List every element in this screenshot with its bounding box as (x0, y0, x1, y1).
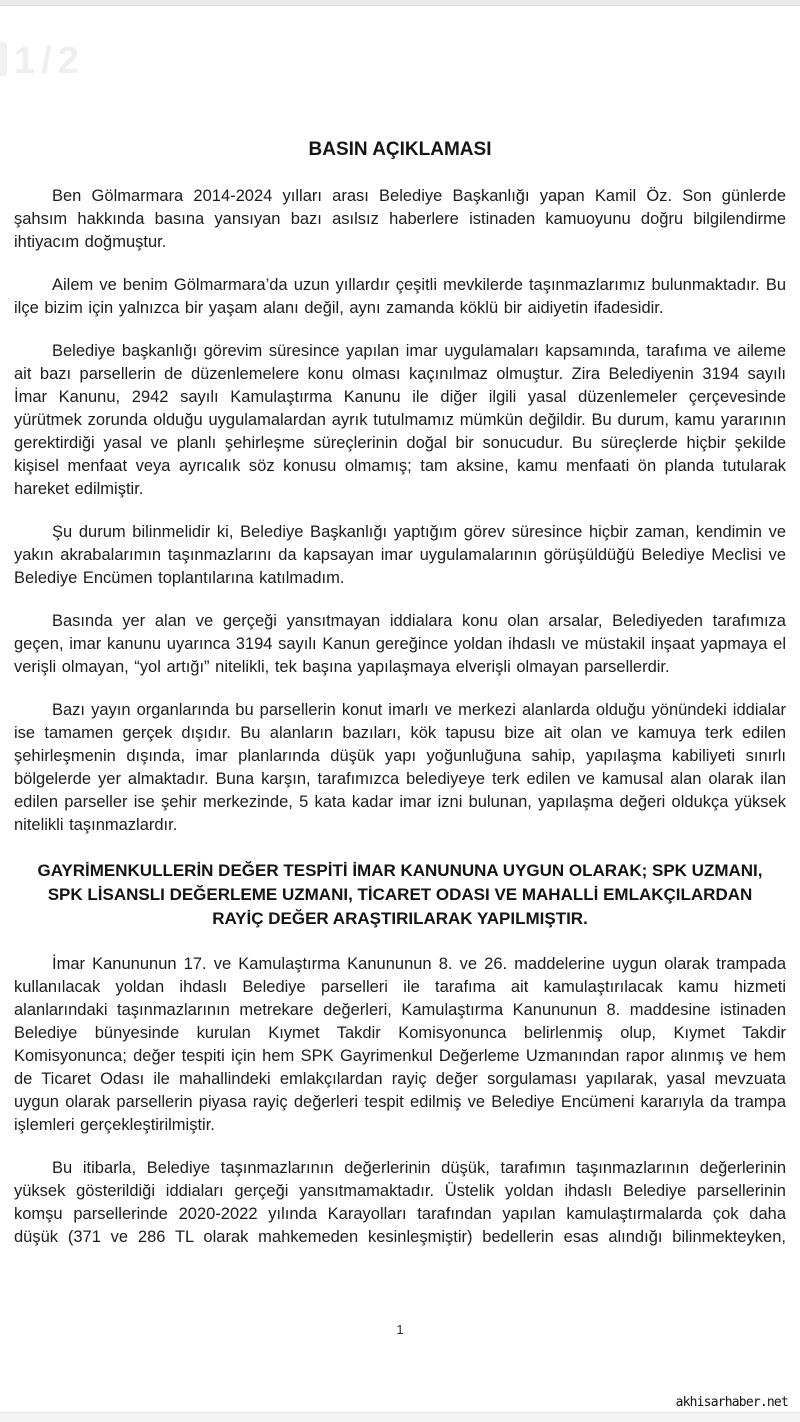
paragraph-family-property: Ailem ve benim Gölmarmara’da uzun yıllardır çeşitli mevkilerde taşınmazlarımız bulunmaktadır. Bu ilçe bizim için yalnızca bir yaşam alanı değil, aynı zamanda köklü bir aidiyetin ifadesidir. (14, 276, 786, 317)
paragraph-claims-false: Bazı yayın organlarında bu parsellerin konut imarlı ve merkezi alanlarda olduğu yönündeki iddialar ise tamamen gerçek dışıdır. Bu alanların bazıları, kök tapusu bize ait olan ve kamuya terk edilen şehirleşmenin dışında, imar planlarında düşük yapı yoğunluğuna sahip, yapılaşma kabiliyeti sınırlı bölgelerde yer almaktadır. Buna karşın, tarafımızca belediyeye terk edilen ve kamusal alan olarak ilan edilen parseller ise şehir merkezinde, 5 kata kadar imar izni bulunan, yapılaşma değeri oldukça yüksek nitelikli taşınmazlardır. (14, 701, 786, 834)
watermark-site-name: akhisarhaber.net (675, 1395, 788, 1410)
paragraph-parcels: Basında yer alan ve gerçeği yansıtmayan iddialara konu olan arsalar, Belediyeden tarafımıza geçen, imar kanunu uyarınca 3194 sayılı Kanun gereğince yoldan ihdaslı ve müstakil inşaat yapmaya el verişli olmayan, “yol artığı” nitelikli, tek başına yapılaşmaya elverişli olmayan parsellerdir. (14, 612, 786, 676)
section-heading-valuation: GAYRİMENKULLERİN DEĞER TESPİTİ İMAR KANUNUNA UYGUN OLARAK; SPK UZMANI, SPK LİSANSLI DEĞERLEME UZMANI, TİCARET ODASI VE MAHALLİ EMLAKÇILARDAN RAYİÇ DEĞER ARAŞTIRILARAK YAPILMIŞTIR. (37, 861, 763, 928)
paragraph-meetings: Şu durum bilinmelidir ki, Belediye Başkanlığı yaptığım görev süresince hiçbir zaman, kendimin ve yakın akrabalarımın taşınmazlarını da kapsayan imar uygulamalarının görüşüldüğü Belediye Meclisi ve Belediye Encümen toplantılarına katılmadım. (14, 523, 786, 587)
document-title: BASIN AÇIKLAMASI (308, 139, 492, 160)
paragraph-zoning-laws: Belediye başkanlığı görevim süresince yapılan imar uygulamaları kapsamında, tarafıma ve aileme ait bazı parsellerin de düzenlemelere konu olması kaçınılmaz olmuştur. Zira Belediyenin 3194 sayılı İmar Kanunu, 2942 sayılı Kamulaştırma Kanunu ile diğer ilgili yasal düzenlemeler çerçevesinde yürütmek zorunda olduğu uygulamalardan ayrık tutulmamız mümkün değildir. Bu durum, kamu yararının gerektirdiği yasal ve planlı şehirleşme süreçlerinin doğal bir sonucudur. Bu süreçlerde hiçbir şekilde kişisel menfaat veya ayrıcalık söz konusu olmamış; tam aksine, kamu menfaati ön planda tutularak hareket edilmiştir. (14, 342, 786, 498)
page-indicator: 1/2 (14, 40, 85, 82)
viewer-bottom-edge (0, 1412, 800, 1422)
paragraph-intro: Ben Gölmarmara 2014-2024 yılları arası Belediye Başkanlığı yapan Kamil Öz. Son günlerde şahsım hakkında basına yansıyan bazı asılsız haberlere istinaden kamuoyunu doğru bilgilendirme ihtiyacım doğmuştur. (14, 187, 786, 251)
paragraph-conclusion: Bu itibarla, Belediye taşınmazlarının değerlerinin düşük, tarafımın taşınmazlarının değerlerinin yüksek gösterildiği iddiaları gerçeği yansıtmamaktadır. Üstelik yoldan ihdaslı Belediye parsellerinin komşu parsellerinde 2020-2022 yılında Karayolları tarafından yapılan kamulaştırmalarda çok daha düşük (371 ve 286 TL olarak mahkemeden kesinleşmiştir) bedellerin esas alındığı bilinmekteyken, (14, 1159, 786, 1246)
page-number: 1 (396, 1322, 404, 1337)
paragraph-valuation-process: İmar Kanununun 17. ve Kamulaştırma Kanununun 8. ve 26. maddelerine uygun olarak trampada kullanılacak yoldan ihdaslı Belediye parselleri ile tarafıma ait kamulaştırılacak kamu hizmeti alanlarındaki taşınmazlarının metrekare değerleri, Kamulaştırma Kanununun 8. maddesine istinaden Belediye bünyesinde kurulan Kıymet Takdir Komisyonunca belirlenmiş olup, Kıymet Takdir Komisyonunca; değer tespiti için hem SPK Gayrimenkul Değerleme Uzmanından rapor alınmış ve hem de Ticaret Odası ile mahallindeki emlakçılardan rayiç değer sorgulaması yapılarak, yasal mevzuata uygun olarak parsellerin piyasa rayiç değerleri tespit edilmiş ve Belediye Encümeni kararıyla da trampa işlemleri gerçekleştirilmiştir. (14, 955, 786, 1134)
